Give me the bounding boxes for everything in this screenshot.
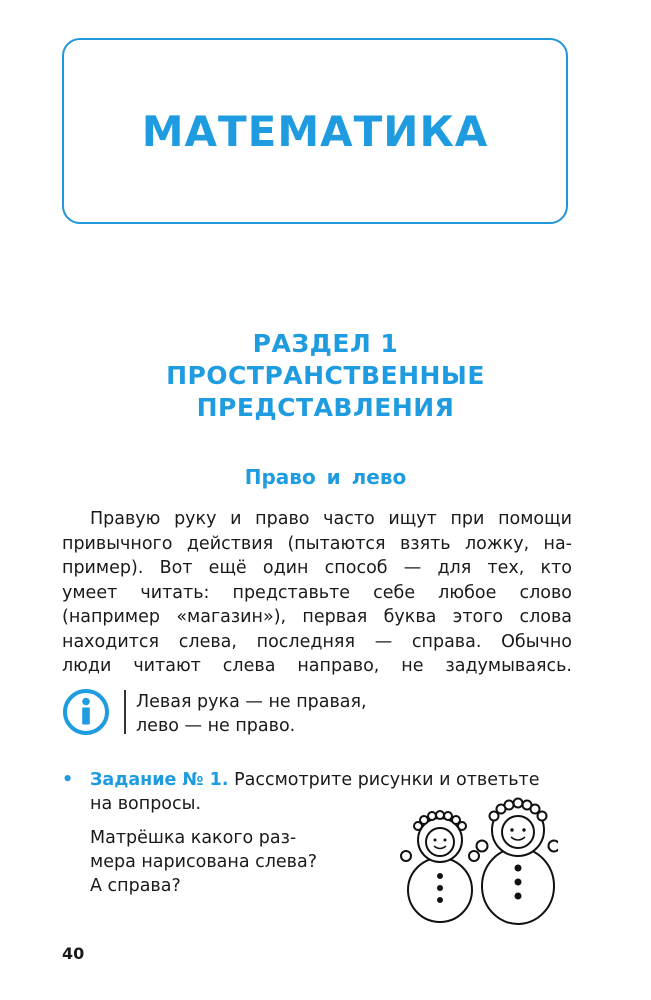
paragraph-line: пример). Вот ещё один способ — для тех, кто [62, 558, 572, 578]
small-doll [401, 811, 479, 922]
paragraph-line: умеет читать: представьте себе любое слово [62, 582, 572, 603]
paragraph-line: люди читают слева направо, не задумываясь. [62, 656, 572, 676]
section-title-line1: ПРОСТРАНСТВЕННЫЕ [166, 361, 485, 390]
section-heading [0, 328, 651, 424]
info-line: лево — не право. [136, 716, 296, 736]
task-text-cont: на вопросы. [90, 794, 202, 814]
task-bullet: • [62, 770, 74, 790]
info-icon [62, 688, 110, 736]
info-line: Левая рука — не правая, [136, 692, 367, 712]
task-question [90, 826, 317, 898]
section-number: РАЗДЕЛ 1 [252, 329, 399, 358]
large-doll [477, 799, 559, 925]
paragraph-line: привычного действия (пытаются взять ложку, на- [62, 533, 572, 554]
info-note [136, 690, 367, 738]
page-number: 40 [62, 944, 85, 963]
paragraph-line: (например «магазин»), первая буква этого слова [62, 607, 572, 627]
task-label: Задание № 1. [90, 770, 229, 790]
page-title: МАТЕМАТИКА [141, 106, 489, 156]
question-line: Матрёшка какого раз- [90, 828, 297, 848]
task-text: Рассмотрите рисунки и ответьте [234, 770, 540, 790]
subheading: Право и лево [244, 465, 407, 489]
title-box [62, 38, 568, 224]
section-title-line2: ПРЕДСТАВЛЕНИЯ [196, 393, 455, 422]
question-line: А справа? [90, 876, 181, 896]
info-divider [124, 690, 126, 734]
task-line [62, 768, 572, 792]
snowman-dolls-illustration [398, 796, 558, 926]
question-line: мера нарисована слева? [90, 852, 318, 872]
body-paragraph [62, 507, 572, 679]
paragraph-line: Правую руку и право часто ищут при помощи [90, 509, 572, 529]
paragraph-line: находится слева, последняя — справа. Обычно [62, 631, 572, 652]
